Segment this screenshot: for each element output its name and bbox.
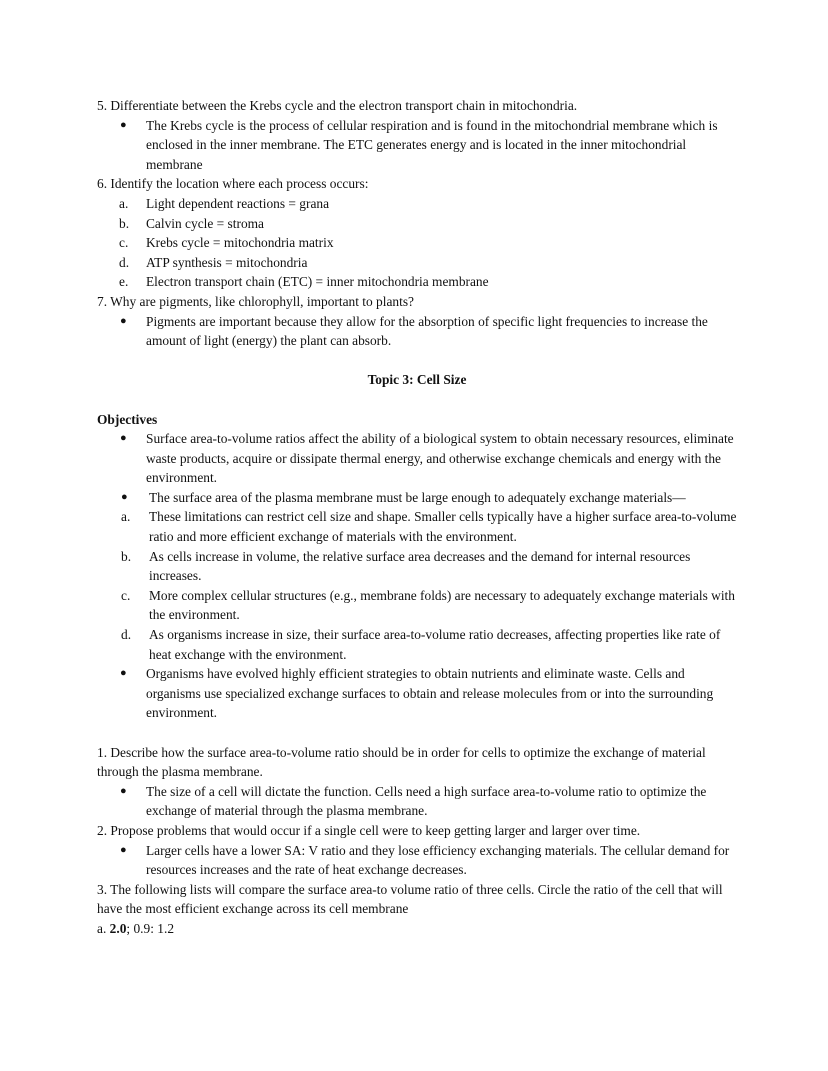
spacer xyxy=(97,351,737,371)
list-marker: c. xyxy=(119,235,129,251)
list-item-text: Krebs cycle = mitochondria matrix xyxy=(146,235,334,251)
answer-3-selected-ratio: 2.0 xyxy=(109,920,127,936)
question-5: 5. Differentiate between the Krebs cycle and the electron transport chain in mitochondria. xyxy=(97,98,578,113)
objective-item xyxy=(97,488,737,508)
answer-1 xyxy=(97,782,737,821)
objective-item xyxy=(97,429,737,488)
list-marker: d. xyxy=(119,254,130,270)
list-marker: a. xyxy=(119,195,129,211)
objective-text: These limitations can restrict cell size and shape. Smaller cells typically have a higher surface area-to-volume ratio and more efficient exchange of materials with the environment. xyxy=(149,509,737,545)
answer-3-prefix: a. xyxy=(97,920,107,936)
list-marker: a. xyxy=(121,509,131,525)
bullet-marker: ● xyxy=(120,843,127,856)
answer-2 xyxy=(97,841,737,880)
answer-1-text: The size of a cell will dictate the function. Cells need a high surface area-to-volume ratio to optimize the exchange of material through the plasma membrane. xyxy=(146,783,707,819)
objective-item xyxy=(97,507,737,546)
objective-item xyxy=(97,547,737,586)
question-2: 2. Propose problems that would occur if a single cell were to keep getting larger and larger over time. xyxy=(97,822,641,838)
answer-7-text: Pigments are important because they allow for the absorption of specific light frequencies to increase the amount of light (energy) the plant can absorb. xyxy=(146,313,708,349)
list-item xyxy=(97,194,737,214)
list-item xyxy=(97,233,737,253)
objective-item xyxy=(97,586,737,625)
objective-text: The surface area of the plasma membrane must be large enough to adequately exchange materials— xyxy=(149,489,686,505)
objective-text: Surface area-to-volume ratios affect the ability of a biological system to obtain necessary resources, eliminate waste products, acquire or dissipate thermal energy, and otherwise exchange chemicals and energy with the environment. xyxy=(146,431,734,486)
objective-text: Organisms have evolved highly efficient strategies to obtain nutrients and eliminate waste. Cells and organisms use specialized exchange surfaces to obtain and release molecules from or into the surrounding environment. xyxy=(146,666,714,721)
list-item-text: Light dependent reactions = grana xyxy=(146,195,330,211)
list-marker: b. xyxy=(121,548,132,564)
answer-5 xyxy=(97,116,737,175)
list-item xyxy=(97,272,737,292)
list-marker: c. xyxy=(121,587,131,603)
spacer xyxy=(97,723,737,743)
topic-title: Topic 3: Cell Size xyxy=(367,372,467,388)
list-marker: b. xyxy=(119,215,130,231)
question-7: 7. Why are pigments, like chlorophyll, important to plants? xyxy=(97,293,414,309)
answer-7 xyxy=(97,312,737,351)
answer-3-rest: ; 0.9: 1.2 xyxy=(126,920,175,936)
list-item-text: Calvin cycle = stroma xyxy=(146,215,264,231)
objective-text: As cells increase in volume, the relative surface area decreases and the demand for internal resources increases. xyxy=(149,548,691,584)
answer-2-text: Larger cells have a lower SA: V ratio and they lose efficiency exchanging materials. The cellular demand for resources increases and the rate of heat exchange decreases. xyxy=(146,842,730,878)
bullet-marker: ● xyxy=(120,314,127,327)
document-page xyxy=(97,96,737,939)
list-item xyxy=(97,214,737,234)
bullet-marker: ● xyxy=(120,118,127,131)
list-item xyxy=(97,253,737,273)
list-item-text: ATP synthesis = mitochondria xyxy=(146,254,308,270)
spacer xyxy=(97,390,737,410)
list-item-text: Electron transport chain (ETC) = inner mitochondria membrane xyxy=(146,274,489,290)
list-marker: d. xyxy=(121,627,132,643)
question-3: 3. The following lists will compare the surface area-to volume ratio of three cells. Circle the ratio of the cell that will have the most efficient exchange across its cell membrane xyxy=(97,881,723,917)
objective-text: More complex cellular structures (e.g., membrane folds) are necessary to adequately exchange materials with the environment. xyxy=(149,587,735,623)
bullet-marker: ● xyxy=(120,784,127,797)
question-1: 1. Describe how the surface area-to-volume ratio should be in order for cells to optimize the exchange of material through the plasma membrane. xyxy=(97,744,706,780)
objective-item xyxy=(97,625,737,664)
objective-item xyxy=(97,664,737,723)
question-6: 6. Identify the location where each process occurs: xyxy=(97,176,369,192)
objective-text: As organisms increase in size, their surface area-to-volume ratio decreases, affecting properties like rate of heat exchange with the environment. xyxy=(149,627,721,662)
answer-5-text: The Krebs cycle is the process of cellular respiration and is found in the mitochondrial membrane which is enclosed in the inner membrane. The ETC generates energy and is located in the inner mitochondrial membrane xyxy=(146,117,718,172)
bullet-marker: ● xyxy=(121,490,128,503)
bullet-marker: ● xyxy=(120,432,127,445)
bullet-marker: ● xyxy=(120,667,127,680)
answer-3 xyxy=(97,919,737,939)
list-marker: e. xyxy=(119,274,129,290)
objectives-heading: Objectives xyxy=(97,411,158,427)
